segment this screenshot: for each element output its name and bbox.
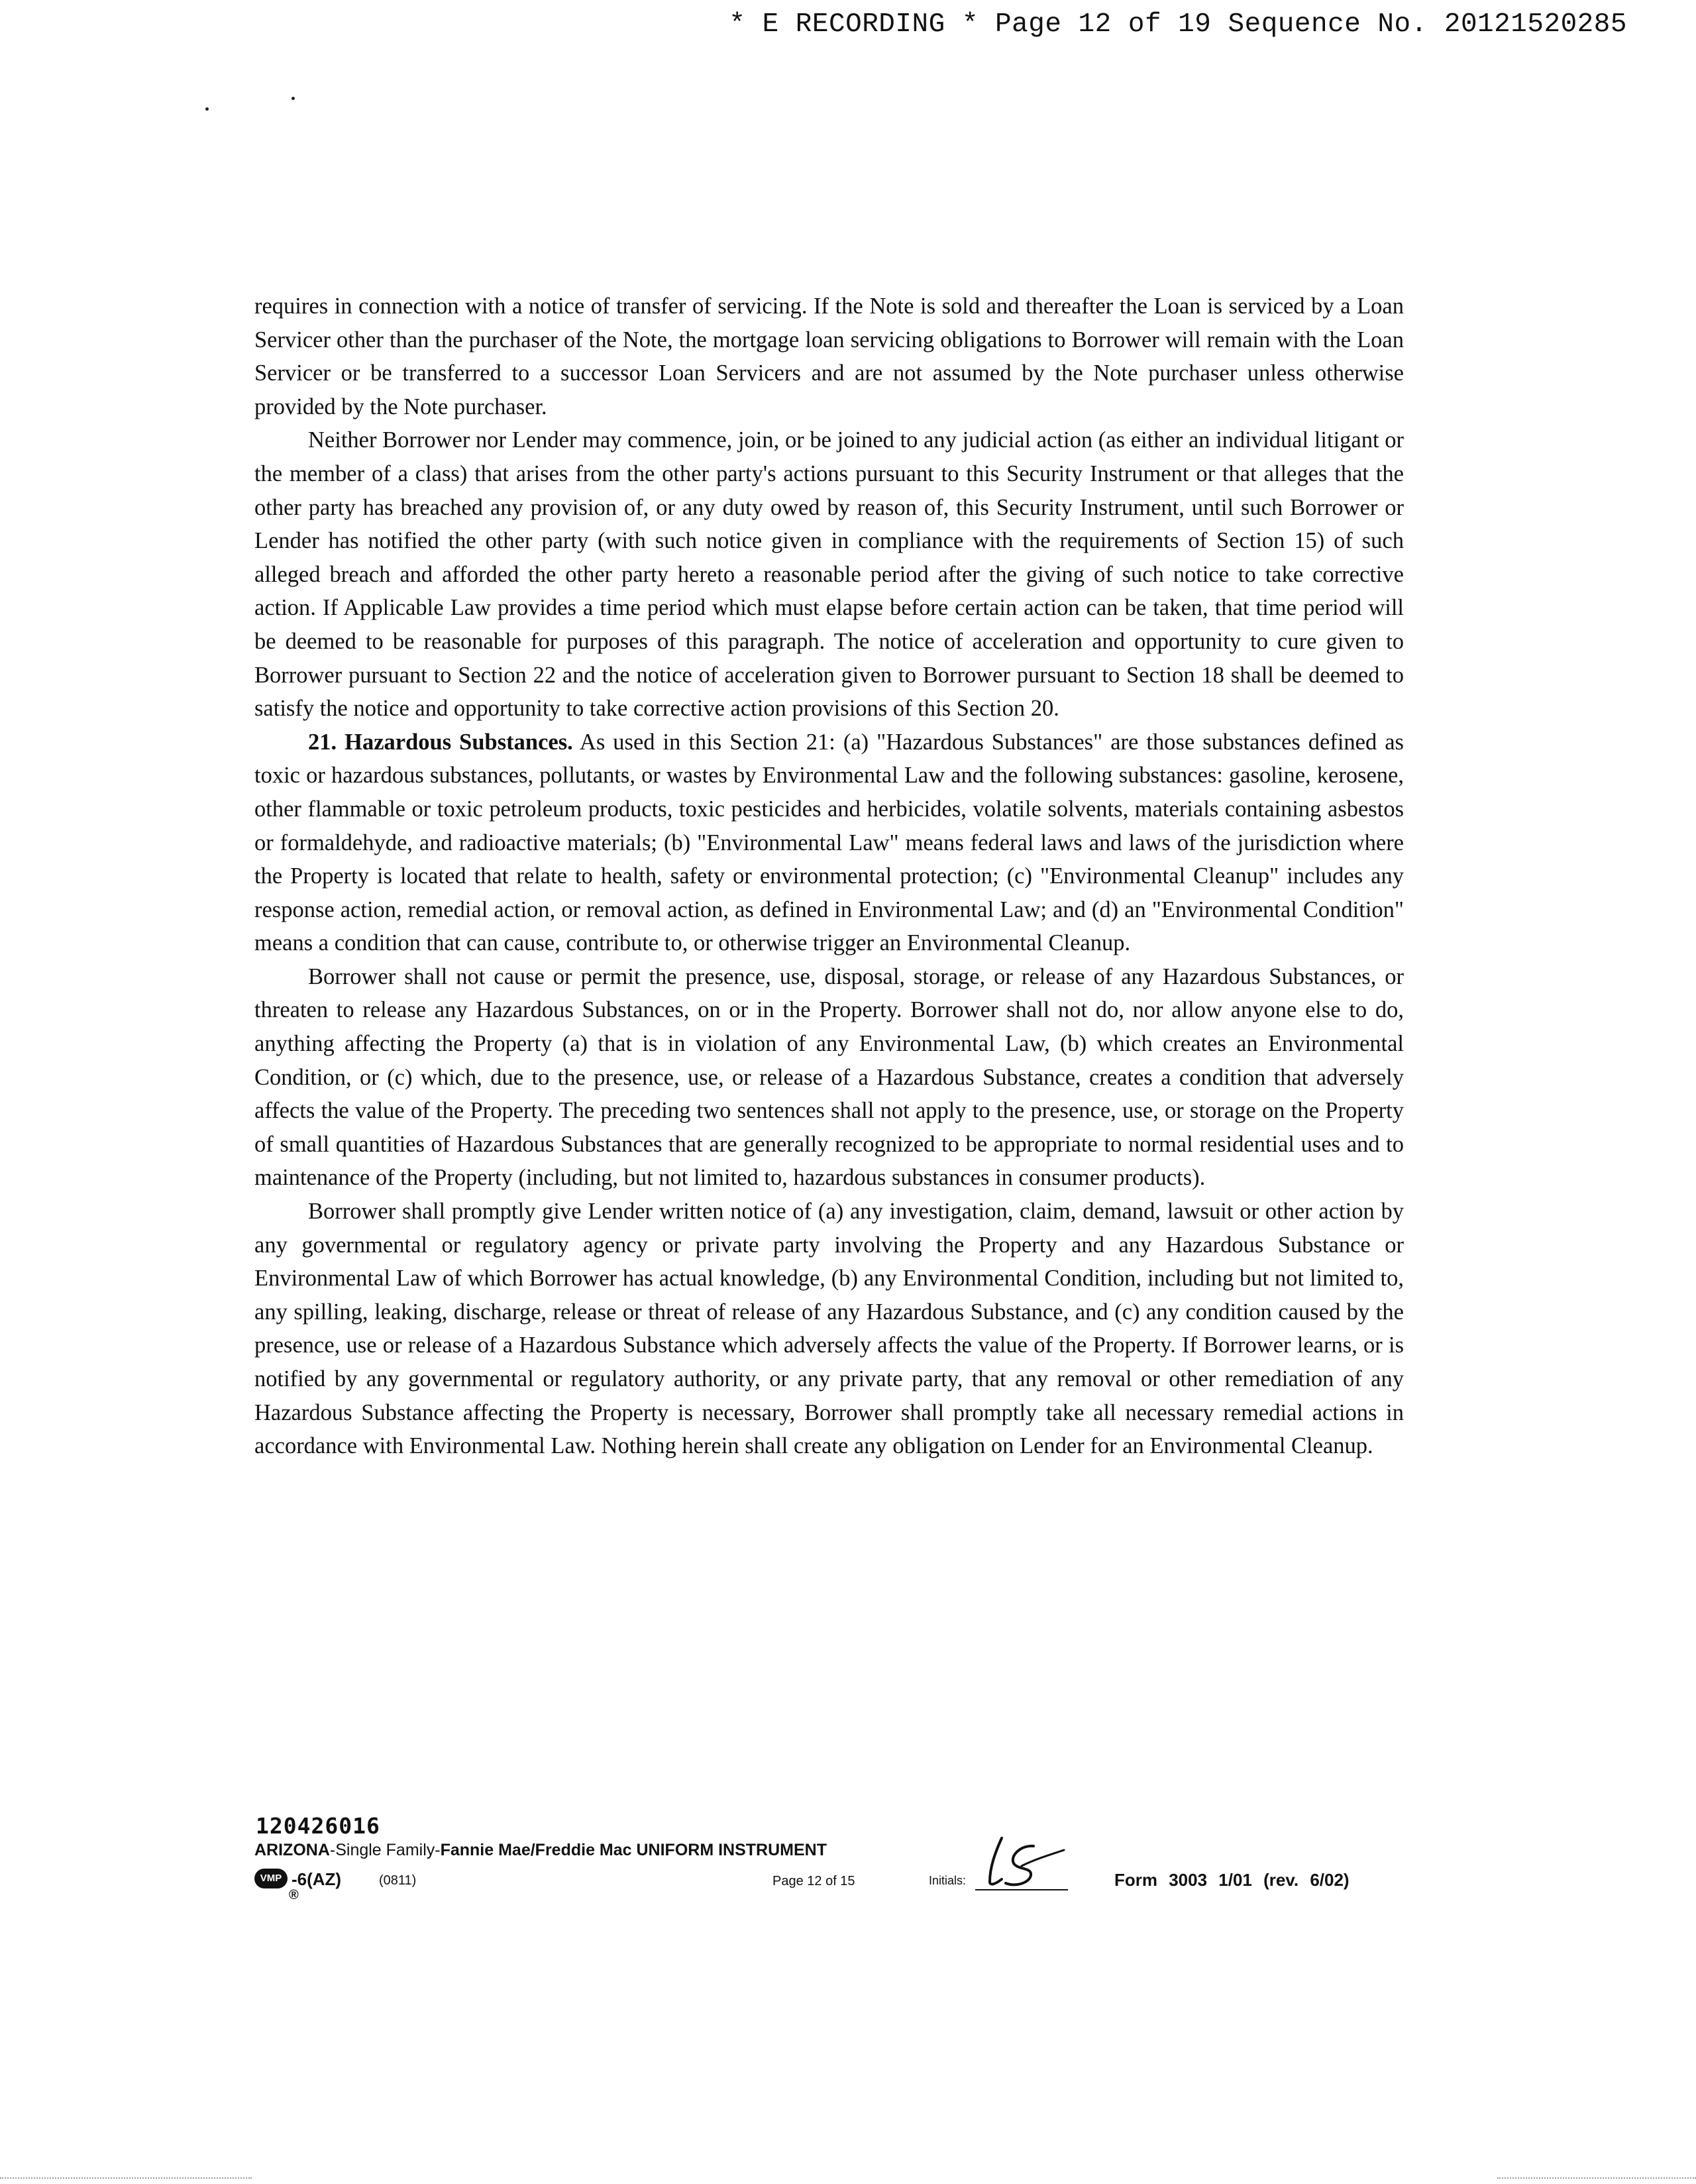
instrument-title [254, 1841, 827, 1860]
section-21 [254, 726, 1404, 960]
form-number: Form 3003 1/01 (rev. 6/02) [1114, 1870, 1350, 1890]
instrument-state: ARIZONA [254, 1841, 330, 1859]
paragraph-servicing: requires in connection with a notice of transfer of servicing. If the Note is sold and thereafter the Loan is serviced by a Loan Servicer other than the purchaser of the Note, the mortgage loan servicing obligations to Borrower will remain with the Loan Servicer or be transferred to a successor Loan Servicers and are not assumed by the Note purchaser unless otherwise provided by the Note purchaser. [254, 294, 1404, 419]
section-21-text: As used in this Section 21: (a) "Hazardous Substances" are those substances defined as toxic or hazardous substances, pollutants, or wastes by Environmental Law and the following substances: gasoline, kerosene, other flammable or toxic petroleum products, toxic pesticides and herbicides, volatile solvents, materials containing asbestos or formaldehyde, and radioactive materials; (b) "Environmental Law" means federal laws and laws of the jurisdiction where the Property is located that relate to health, safety or environmental protection; (c) "Environmental Cleanup" includes any response action, remedial action, or removal action, as defined in Environmental Law; and (d) an "Environmental Condition" means a condition that can cause, contribute to, or otherwise trigger an Environmental Cleanup. [254, 729, 1404, 956]
initials-label: Initials: [929, 1874, 967, 1887]
paragraph-judicial-action: Neither Borrower nor Lender may commence, join, or be joined to any judicial action (as either an individual litigant or the member of a class) that arises from the other party's actions pursuant to this Security Instrument or that alleges that the other party has breached any provision of, or any duty owed by reason of, this Security Instrument, until such Borrower or Lender has notified the other party (with such notice given in compliance with the requirements of Section 15) of such alleged breach and afforded the other party hereto a reasonable period after the giving of such notice to take corrective action. If Applicable Law provides a time period which must elapse before certain action can be taken, that time period will be deemed to be reasonable for purposes of this paragraph. The notice of acceleration and opportunity to cure given to Borrower pursuant to Section 22 and the notice of acceleration given to Borrower pursuant to Section 18 shall be deemed to satisfy the notice and opportunity to take corrective action provisions of this Section 20. [254, 427, 1404, 722]
recording-header: * E RECORDING * Page 12 of 19 Sequence No. 20121520285 [729, 9, 1627, 40]
page-number: Page 12 of 15 [772, 1874, 855, 1888]
scan-speck [292, 97, 295, 100]
form-footer [254, 1813, 1401, 1932]
loan-number: 120426016 [256, 1813, 380, 1839]
scan-edge-right [1497, 2177, 1696, 2179]
instrument-description: -Single Family- [329, 1841, 441, 1859]
document-body [254, 290, 1404, 1463]
instrument-name: Fannie Mae/Freddie Mac UNIFORM INSTRUMENT [440, 1841, 827, 1859]
scan-speck [205, 107, 209, 111]
initials-signature [975, 1826, 1068, 1899]
form-revision: (0811) [379, 1873, 417, 1888]
section-21-heading: 21. Hazardous Substances. [308, 729, 573, 755]
vmp-logo: VMP [254, 1869, 288, 1888]
form-code: -6(AZ) [292, 1869, 342, 1889]
paragraph-notice-obligation: Borrower shall promptly give Lender written notice of (a) any investigation, claim, demand, lawsuit or other action by any governmental or regulatory agency or private party involving the Property and any Hazardous Substance or Environmental Law of which Borrower has actual knowledge, (b) any Environmental Condition, including but not limited to, any spilling, leaking, discharge, release or threat of release of any Hazardous Substance, and (c) any condition caused by the presence, use or release of a Hazardous Substance which adversely affects the value of the Property. If Borrower learns, or is notified by any governmental or regulatory authority, or any private party, that any removal or other remediation of any Hazardous Substance affecting the Property is necessary, Borrower shall promptly take all necessary remedial actions in accordance with Environmental Law. Nothing herein shall create any obligation on Lender for an Environmental Cleanup. [254, 1199, 1404, 1459]
registered-mark: ® [289, 1888, 299, 1902]
paragraph-prohibited-uses: Borrower shall not cause or permit the presence, use, disposal, storage, or release of any Hazardous Substances, or threaten to release any Hazardous Substances, on or in the Property. Borrower shall not do, nor allow anyone else to do, anything affecting the Property (a) that is in violation of any Environmental Law, (b) which creates an Environmental Condition, or (c) which, due to the presence, use, or release of a Hazardous Substance, creates a condition that adversely affects the value of the Property. The preceding two sentences shall not apply to the presence, use, or storage on the Property of small quantities of Hazardous Substances that are generally recognized to be appropriate to normal residential uses and to maintenance of the Property (including, but not limited to, hazardous substances in consumer products). [254, 963, 1404, 1191]
scan-edge-left [0, 2177, 252, 2179]
